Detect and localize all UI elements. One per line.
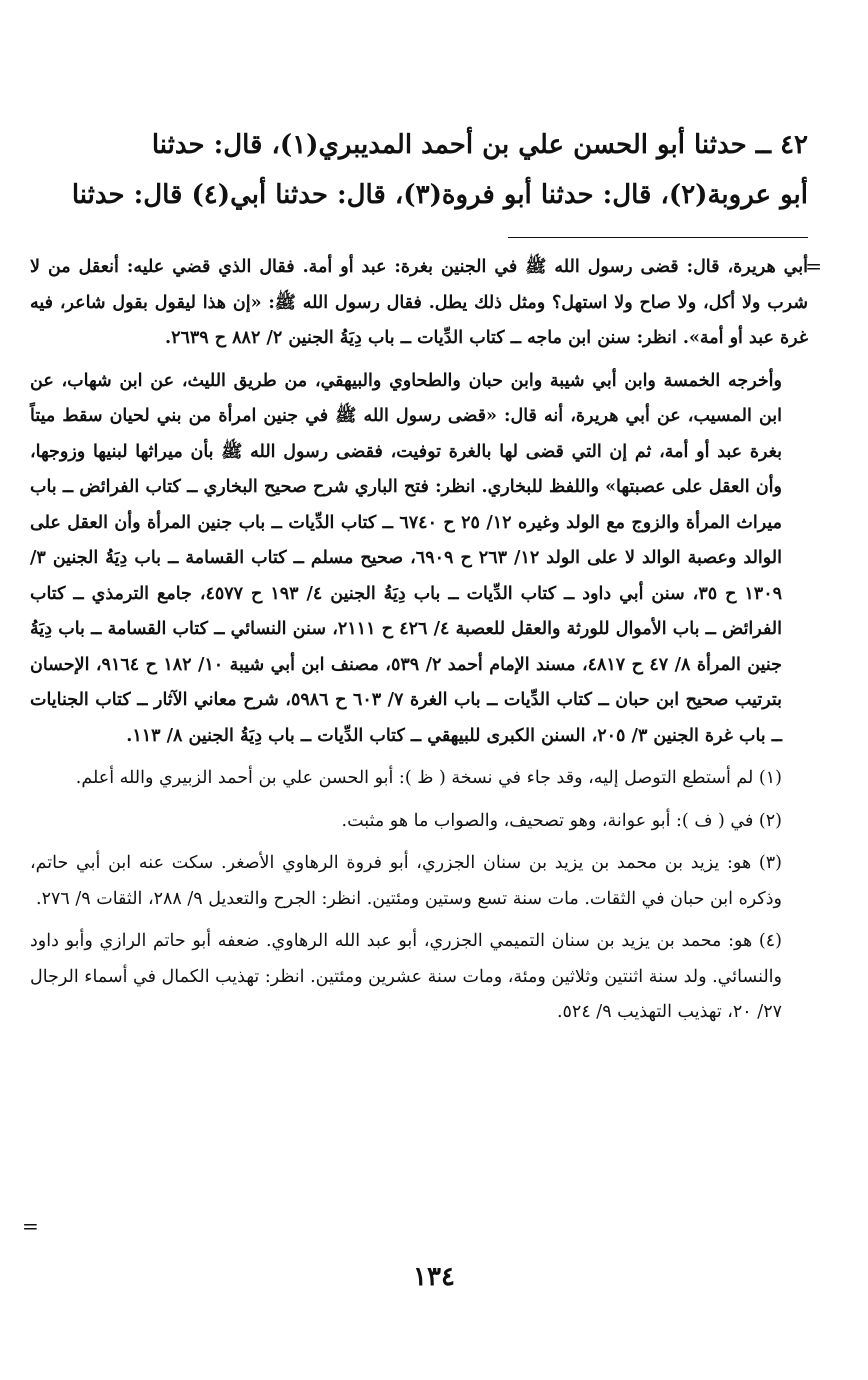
- footnote-takhrij: وأخرجه الخمسة وابن أبي شيبة وابن حبان والطحاوي والبيهقي، من طريق الليث، عن ابن شهاب، عن ابن المسيب، عن أبي هريرة، أنه قال: «قضى رسول الله ﷺ في جنين امرأة من بني لحيان سقط ميتاً بغرة عبد أو أمة، ثم إن التي قضى لها بالغرة توفيت، فقضى رسول الله ﷺ بأن ميراثها لبنيها وزوجها، وأن العقل على عصبتها» واللفظ للبخاري. انظر: فتح الباري شرح صحيح البخاري ــ كتاب الفرائض ــ باب ميراث المرأة والزوج مع الولد وغيره ١٢/ ٢٥ ح ٦٧٤٠ ــ كتاب الدِّيات ــ باب جنين المرأة وأن العقل على الوالد وعصبة الوالد لا على الولد ١٢/ ٢٦٣ ح ٦٩٠٩، صحيح مسلم ــ كتاب القسامة ــ باب دِيَةُ الجنين ٣/ ١٣٠٩ ح ٣٥، سنن أبي داود ــ كتاب الدِّيات ــ باب دِيَةُ الجنين ٤/ ١٩٣ ح ٤٥٧٧، جامع الترمذي ــ كتاب الفرائض ــ باب الأموال للورثة والعقل للعصبة ٤/ ٤٢٦ ح ٢١١١، سنن النسائي ــ كتاب القسامة ــ باب دِيَةُ جنين المرأة ٨/ ٤٧ ح ٤٨١٧، مسند الإمام أحمد ٢/ ٥٣٩، مصنف ابن أبي شيبة ١٠/ ١٨٢ ح ٩١٦٤، الإحسان بترتيب صحيح ابن حبان ــ كتاب الدِّيات ــ باب الغرة ٧/ ٦٠٣ ح ٥٩٨٦، شرح معاني الآثار ــ كتاب الجنايات ــ باب غرة الجنين ٣/ ٢٠٥، السنن الكبرى للبيهقي ــ كتاب الدِّيات ــ باب دِيَةُ الجنين ٨/ ١١٣.: [30, 370, 783, 746]
- footnote-4: (٤) هو: محمد بن يزيد بن سنان التميمي الجزري، أبو عبد الله الرهاوي. ضعفه أبو حاتم الرازي وأبو داود والنسائي. ولد سنة اثنتين وثلاثين ومئة، ومات سنة عشرين ومئتين. انظر: تهذيب الكمال في أسماء الرجال ٢٧/ ٢٠، تهذيب التهذيب ٩/ ٥٢٤.: [29, 931, 782, 1022]
- footnotes: [30, 250, 808, 1038]
- footnote-2: (٢) في ( ف ): أبو عوانة، وهو تصحيف، والصواب ما هو مثبت.: [341, 810, 782, 831]
- footnote-1: (١) لم أستطع التوصل إليه، وقد جاء في نسخة ( ظ ): أبو الحسن علي بن أحمد الزبيري والله أعلم.: [75, 768, 782, 788]
- continuation-mark-top: =: [805, 254, 822, 278]
- footnote-continuation: أبي هريرة، قال: قضى رسول الله ﷺ في الجنين بغرة: عبد أو أمة. فقال الذي قضي عليه: أنعقل من لا شرب ولا أكل، ولا صاح ولا استهل؟ ومثل ذلك يطل. فقال رسول الله ﷺ: «إن هذا ليقول بقول شاعر، فيه غرة عبد أو أمة». انظر: سنن ابن ماجه ــ كتاب الدِّيات ــ باب دِيَةُ الجنين ٢/ ٨٨٢ ح ٢٦٣٩.: [30, 257, 808, 348]
- hadith-line-1: ٤٢ ــ حدثنا أبو الحسن علي بن أحمد المديبري(١)، قال: حدثنا: [151, 130, 808, 160]
- hadith-line-2: أبو عروبة(٢)، قال: حدثنا أبو فروة(٣)، قال: حدثنا أبي(٤) قال: حدثنا: [71, 180, 808, 210]
- page-number: ١٣٤: [413, 1262, 455, 1292]
- footnote-3: (٣) هو: يزيد بن محمد بن يزيد بن سنان الجزري، أبو فروة الرهاوي الأصغر. سكت عنه ابن أبي حاتم، وذكره ابن حبان في الثقات. مات سنة تسع وستين ومئتين. انظر: الجرح والتعديل ٩/ ٢٨٨، الثقات ٩/ ٢٧٦.: [30, 853, 782, 909]
- footnote-separator: [508, 237, 808, 238]
- hadith-text: [30, 120, 808, 220]
- continuation-mark-bottom: =: [22, 1214, 39, 1238]
